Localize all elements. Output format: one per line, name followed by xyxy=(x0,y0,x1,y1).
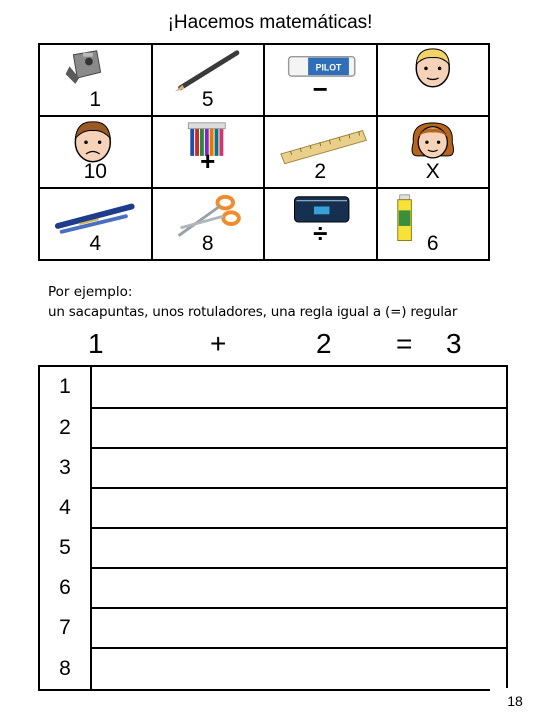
vocab-label: − xyxy=(312,74,328,104)
answer-field[interactable] xyxy=(91,408,507,448)
example-number-2: 2 xyxy=(316,328,332,359)
answer-field[interactable] xyxy=(91,608,507,648)
vocab-cell xyxy=(264,116,377,188)
vocab-label: ÷ xyxy=(313,218,328,248)
vocab-label: 10 xyxy=(83,160,107,183)
vocab-cell xyxy=(264,188,377,260)
vocab-label: 2 xyxy=(314,160,327,183)
answer-row-number: 2 xyxy=(39,408,91,448)
boy-blonde-face-icon xyxy=(378,45,489,115)
answer-row-number: 6 xyxy=(39,568,91,608)
answer-field[interactable] xyxy=(91,366,507,408)
vocab-cell xyxy=(152,116,265,188)
example-result: 3 xyxy=(446,328,462,359)
answer-row-number: 5 xyxy=(39,528,91,568)
answer-row-number: 3 xyxy=(39,448,91,488)
example-sentence: un sacapuntas, unos rotuladores, una regla igual a (=) regular xyxy=(48,304,458,320)
vocab-cell xyxy=(152,44,265,116)
answer-row-number: 1 xyxy=(39,366,91,408)
vocab-cell xyxy=(377,116,490,188)
vocab-cell xyxy=(152,188,265,260)
answer-table xyxy=(38,365,508,691)
eraser-brand-text: PILOT xyxy=(315,62,342,73)
example-plus-sign: + xyxy=(210,328,227,359)
page-title: ¡Hacemos matemáticas! xyxy=(167,12,373,33)
example-heading: Por ejemplo: xyxy=(48,284,133,300)
example-number-1: 1 xyxy=(88,328,104,359)
page-number: 18 xyxy=(490,688,540,720)
vocab-label: 8 xyxy=(201,232,214,255)
vocab-label: 1 xyxy=(89,88,102,111)
vocab-cell xyxy=(39,188,152,260)
vocab-cell xyxy=(39,44,152,116)
answer-field[interactable] xyxy=(91,568,507,608)
answer-field[interactable] xyxy=(91,648,507,690)
vocab-label: X xyxy=(425,160,440,183)
vocab-label: 4 xyxy=(89,232,102,255)
vocab-cell xyxy=(264,44,377,116)
answer-row-number: 4 xyxy=(39,488,91,528)
vocabulary-grid xyxy=(38,43,490,261)
answer-field[interactable] xyxy=(91,448,507,488)
vocab-label: + xyxy=(200,146,216,176)
vocab-label: 5 xyxy=(201,88,214,111)
example-equals-sign: = xyxy=(396,328,413,359)
answer-field[interactable] xyxy=(91,528,507,568)
answer-row-number: 7 xyxy=(39,608,91,648)
answer-row-number: 8 xyxy=(39,648,91,690)
vocab-label: 6 xyxy=(426,232,439,255)
vocab-cell xyxy=(39,116,152,188)
vocab-cell xyxy=(377,188,490,260)
answer-field[interactable] xyxy=(91,488,507,528)
vocab-cell xyxy=(377,44,490,116)
